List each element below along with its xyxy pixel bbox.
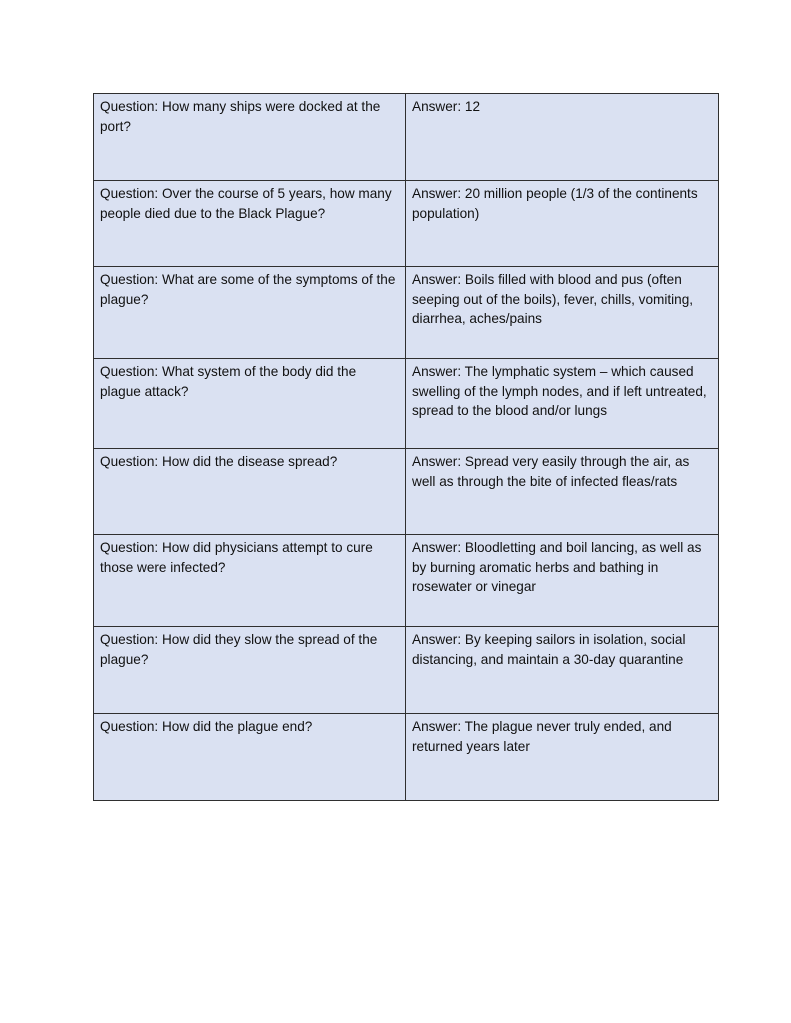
table-row [94, 94, 719, 181]
answer-cell: Answer: The lymphatic system – which caused swelling of the lymph nodes, and if left untreated, spread to the blood and/or lungs [406, 359, 719, 449]
answer-cell: Answer: Spread very easily through the air, as well as through the bite of infected fleas/rats [406, 449, 719, 535]
question-cell: Question: How many ships were docked at the port? [94, 94, 406, 181]
qa-table [93, 93, 719, 801]
answer-cell: Answer: 20 million people (1/3 of the continents population) [406, 181, 719, 267]
question-cell: Question: Over the course of 5 years, how many people died due to the Black Plague? [94, 181, 406, 267]
answer-cell: Answer: Bloodletting and boil lancing, as well as by burning aromatic herbs and bathing in rosewater or vinegar [406, 535, 719, 627]
table-row [94, 449, 719, 535]
answer-cell: Answer: 12 [406, 94, 719, 181]
table-row [94, 267, 719, 359]
question-cell: Question: How did they slow the spread of the plague? [94, 627, 406, 714]
table-row [94, 535, 719, 627]
answer-cell: Answer: Boils filled with blood and pus (often seeping out of the boils), fever, chills, vomiting, diarrhea, aches/pains [406, 267, 719, 359]
answer-cell: Answer: By keeping sailors in isolation, social distancing, and maintain a 30-day quarantine [406, 627, 719, 714]
table-row [94, 627, 719, 714]
question-cell: Question: What system of the body did the plague attack? [94, 359, 406, 449]
question-cell: Question: How did physicians attempt to cure those were infected? [94, 535, 406, 627]
table-row [94, 714, 719, 801]
question-cell: Question: How did the disease spread? [94, 449, 406, 535]
table-row [94, 181, 719, 267]
question-cell: Question: How did the plague end? [94, 714, 406, 801]
table-row [94, 359, 719, 449]
answer-cell: Answer: The plague never truly ended, and returned years later [406, 714, 719, 801]
question-cell: Question: What are some of the symptoms of the plague? [94, 267, 406, 359]
